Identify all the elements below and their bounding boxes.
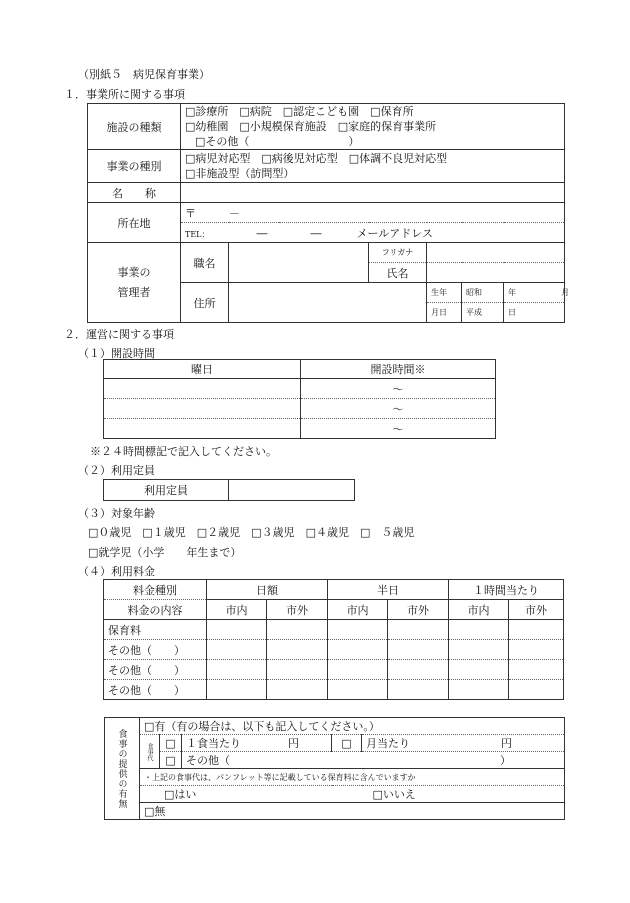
meal-other-checkbox[interactable]: □	[160, 752, 182, 769]
in-city-header: 市内	[449, 600, 509, 620]
meal-question: ・上記の食事代は、パンフレット等に記載している保育料に含んでいますか	[140, 769, 565, 786]
capacity-label: 利用定員	[104, 480, 229, 501]
fee-cell[interactable]	[388, 640, 449, 660]
out-city-header: 市外	[388, 600, 449, 620]
facility-type-options[interactable]	[181, 104, 565, 150]
birth-year-month[interactable]	[504, 283, 570, 303]
tel-dash-1: ―	[256, 226, 268, 240]
in-city-header: 市内	[207, 600, 267, 620]
era-heisei[interactable]: 平成	[462, 303, 504, 323]
fee-cell[interactable]	[509, 660, 564, 680]
manager-name-label: 氏名	[369, 263, 427, 283]
fee-cell[interactable]	[449, 620, 509, 640]
fee-cell[interactable]	[328, 680, 388, 700]
meal-yes-option[interactable]: □有（有の場合は、以下も記入してください。）	[140, 718, 565, 735]
fee-cell[interactable]	[328, 620, 388, 640]
capacity-table	[103, 479, 355, 501]
fee-cell[interactable]	[207, 680, 267, 700]
tel-email-field[interactable]	[181, 223, 565, 243]
residence-field[interactable]	[229, 283, 427, 323]
hours-header: 開設時間※	[301, 360, 496, 379]
yen-unit: 円	[501, 737, 512, 750]
per-meal-label: １食当たり	[186, 737, 241, 750]
capacity-field[interactable]	[229, 480, 355, 501]
day-cell[interactable]	[104, 399, 301, 419]
email-label: メールアドレス	[356, 226, 433, 240]
meal-side-label: 食事の提供の有無	[116, 728, 127, 809]
facility-type-label: 施設の種類	[88, 104, 181, 150]
tel-label: TEL：	[185, 229, 210, 239]
ages-line1[interactable]: □０歳児 □１歳児 □２歳児 □３歳児 □４歳児 □ ５歳児	[88, 526, 415, 539]
manager-label-line2: 管理者	[117, 285, 151, 299]
ages-line2[interactable]: □就学児（小学 年生まで）	[88, 546, 242, 559]
fee-cell[interactable]	[267, 620, 328, 640]
meal-cost-label-cell	[140, 735, 160, 769]
manager-name-field[interactable]	[427, 263, 565, 283]
tel-dash-2: ―	[310, 226, 322, 240]
address-label: 所在地	[88, 203, 181, 243]
per-meal-field[interactable]	[182, 735, 332, 752]
name-label: 名 称	[88, 183, 181, 203]
name-field[interactable]	[181, 183, 565, 203]
fees-title: （４）利用料金	[78, 565, 155, 578]
fee-cell[interactable]	[449, 680, 509, 700]
out-city-header: 市外	[509, 600, 564, 620]
meal-other-field[interactable]	[182, 752, 565, 769]
residence-label: 住所	[181, 283, 229, 323]
close-paren: ）	[500, 754, 511, 767]
per-meal-checkbox[interactable]: □	[160, 735, 182, 752]
business-type-line2[interactable]: □非施設型（訪問型）	[185, 167, 295, 180]
fee-cell[interactable]	[328, 640, 388, 660]
fee-cell[interactable]	[388, 620, 449, 640]
fee-cell[interactable]	[388, 680, 449, 700]
per-month-label: 月当たり	[366, 737, 410, 750]
fee-row-label[interactable]: その他（ ）	[104, 680, 207, 700]
fee-cell[interactable]	[449, 660, 509, 680]
section1-title: １．事業所に関する事項	[64, 88, 185, 101]
fee-cell[interactable]	[267, 660, 328, 680]
postal-field[interactable]: 〒 －	[181, 203, 565, 223]
hours-cell[interactable]: ～	[301, 399, 496, 419]
daily-header: 日額	[207, 580, 328, 600]
answer-no[interactable]: □いいえ	[372, 788, 416, 801]
birth-day[interactable]: 日	[504, 303, 565, 323]
fee-cell[interactable]	[267, 640, 328, 660]
era-showa[interactable]: 昭和	[462, 283, 504, 303]
half-day-header: 半日	[328, 580, 449, 600]
business-type-label: 事業の種別	[88, 150, 181, 183]
fees-table	[103, 579, 564, 700]
facility-type-line1[interactable]: □診療所 □病院 □認定こども園 □保育所	[185, 105, 414, 118]
out-city-header: 市外	[267, 600, 328, 620]
hours-cell[interactable]: ～	[301, 419, 496, 439]
hours-note: ※２４時間標記で記入してください。	[90, 445, 277, 458]
day-header: 曜日	[104, 360, 301, 379]
fee-cell[interactable]	[449, 640, 509, 660]
manager-label-line1: 事業の	[117, 265, 151, 279]
fee-row-label[interactable]: その他（ ）	[104, 660, 207, 680]
facility-table	[87, 103, 570, 323]
yen-unit: 円	[288, 737, 299, 750]
meal-table	[104, 717, 565, 820]
business-type-options[interactable]	[181, 150, 565, 183]
fee-cell[interactable]	[207, 640, 267, 660]
business-type-line1[interactable]: □病児対応型 □病後児対応型 □体調不良児対応型	[185, 152, 448, 165]
meal-question-answers[interactable]	[140, 786, 565, 803]
hours-title: （１）開設時間	[78, 347, 155, 360]
birth-label-1: 生年	[427, 283, 462, 303]
manager-label	[88, 243, 181, 323]
in-city-header: 市内	[328, 600, 388, 620]
fee-cell[interactable]	[509, 620, 564, 640]
furigana-label: フリガナ	[369, 243, 427, 263]
capacity-title: （２）利用定員	[78, 464, 155, 477]
hours-cell[interactable]: ～	[301, 379, 496, 399]
fee-cell[interactable]	[267, 680, 328, 700]
meal-no-option[interactable]: □無	[140, 803, 565, 820]
fee-cell[interactable]	[207, 660, 267, 680]
day-cell[interactable]	[104, 419, 301, 439]
fee-cell[interactable]	[207, 620, 267, 640]
per-month-checkbox[interactable]: □	[332, 735, 362, 752]
fee-content-header: 料金の内容	[104, 600, 207, 620]
per-month-field[interactable]	[362, 735, 565, 752]
fee-cell[interactable]	[328, 660, 388, 680]
hourly-header: １時間当たり	[449, 580, 564, 600]
fee-row-label[interactable]: その他（ ）	[104, 640, 207, 660]
fee-type-header: 料金種別	[104, 580, 207, 600]
meal-cost-label: 食事代	[146, 742, 153, 761]
birth-label-2: 月日	[427, 303, 462, 323]
meal-other-label: その他（	[186, 754, 230, 767]
facility-type-line2[interactable]: □幼稚園 □小規模保育施設 □家庭的保育事業所	[185, 120, 437, 133]
fee-cell[interactable]	[509, 680, 564, 700]
year-unit: 年	[508, 288, 516, 297]
document-header: （別紙５ 病児保育事業）	[78, 68, 210, 81]
fee-row-label: 保育料	[104, 620, 207, 640]
meal-side-label-cell	[105, 718, 140, 820]
job-title-field[interactable]	[229, 243, 369, 283]
section2-title: ２．運営に関する事項	[64, 328, 174, 341]
fee-cell[interactable]	[509, 640, 564, 660]
facility-type-line3[interactable]: □その他（ ）	[195, 135, 360, 148]
answer-yes[interactable]: □はい	[164, 788, 197, 801]
hours-table	[103, 359, 496, 439]
job-title-label: 職名	[181, 243, 229, 283]
furigana-field[interactable]	[427, 243, 565, 263]
ages-title: （３）対象年齢	[78, 507, 155, 520]
month-unit: 月	[561, 288, 570, 297]
day-cell[interactable]	[104, 379, 301, 399]
fee-cell[interactable]	[388, 660, 449, 680]
